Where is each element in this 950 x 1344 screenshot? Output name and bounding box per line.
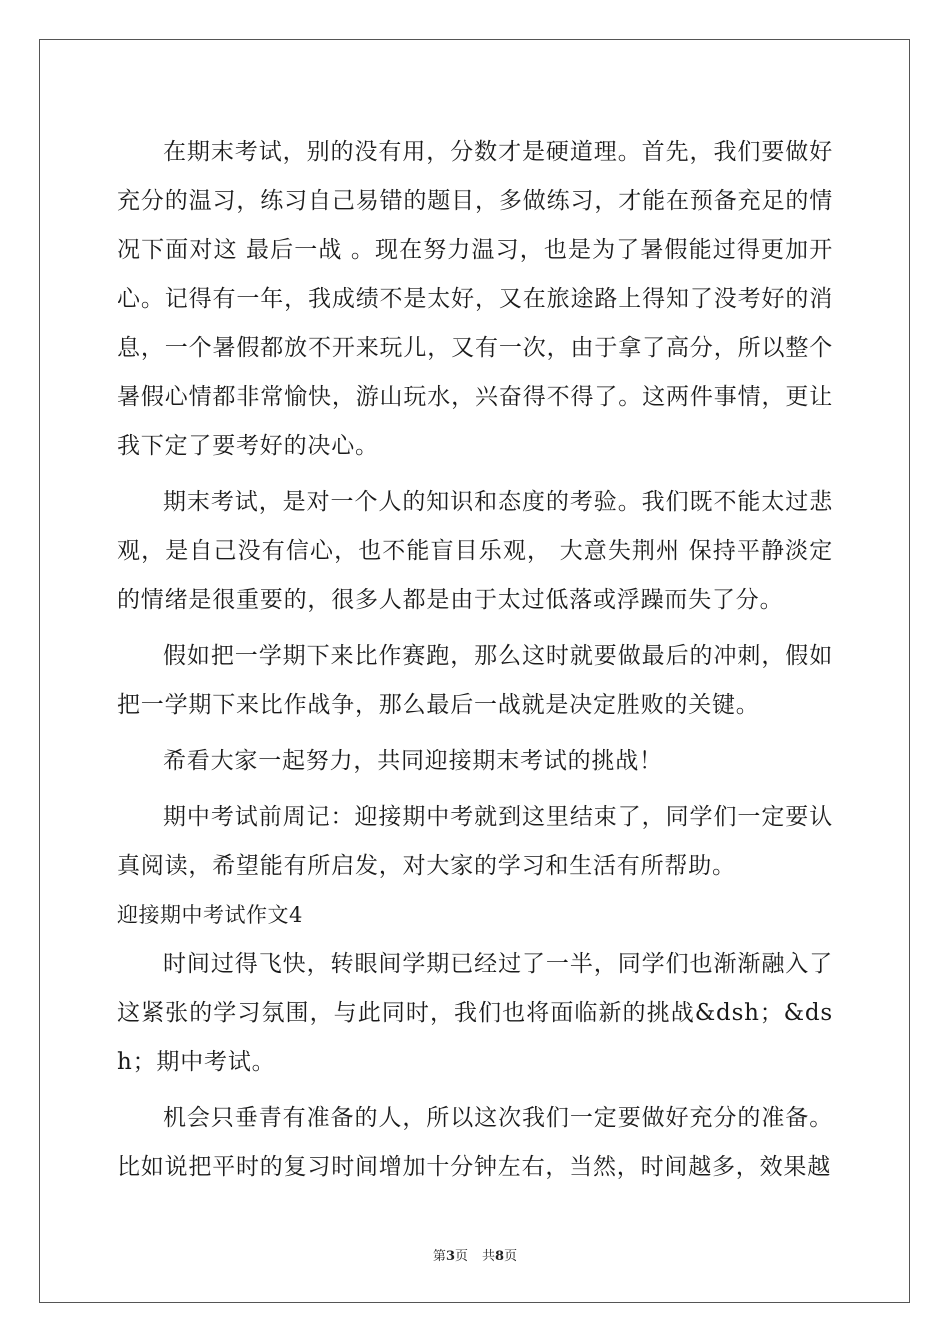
paragraph: 期末考试，是对一个人的知识和态度的考验。我们既不能太过悲观，是自己没有信心，也不能盲目乐观， 大意失荆州 保持平静淡定的情绪是很重要的，很多人都是由于太过低落或浮躁而失了分。 <box>117 489 833 613</box>
total-prefix: 共 <box>482 1249 496 1264</box>
page-number: 3 <box>445 1249 455 1264</box>
paragraph: 假如把一学期下来比作赛跑，那么这时就要做最后的冲刺，假如把一学期下来比作战争，那么最后一战就是决定胜败的关键。 <box>117 643 833 718</box>
page-suffix: 页 <box>454 1249 468 1264</box>
section-heading: 迎接期中考试作文4 <box>117 903 303 927</box>
page-footer <box>0 1245 950 1264</box>
paragraph: 在期末考试，别的没有用，分数才是硬道理。首先，我们要做好充分的温习，练习自己易错的题目，多做练习，才能在预备充足的情况下面对这 最后一战 。现在努力温习，也是为了暑假能过得更加开心。记得有一年，我成绩不是太好，又在旅途路上得知了没考好的消息，一个暑假都放不开来玩儿，又有一次，由于拿了高分，所以整个暑假心情都非常愉快，游山玩水，兴奋得不得了。这两件事情，更让我下定了要考好的决心。 <box>117 139 833 459</box>
paragraph: 希看大家一起努力，共同迎接期末考试的挑战！ <box>163 748 663 774</box>
page-prefix: 第 <box>432 1249 446 1264</box>
total-pages: 8 <box>495 1249 505 1264</box>
paragraph: 期中考试前周记：迎接期中考就到这里结束了，同学们一定要认真阅读，希望能有所启发，对大家的学习和生活有所帮助。 <box>117 804 833 879</box>
paragraph: 机会只垂青有准备的人，所以这次我们一定要做好充分的准备。比如说把平时的复习时间增加十分钟左右，当然，时间越多，效果越 <box>117 1105 833 1180</box>
document-body <box>117 128 833 1192</box>
total-suffix: 页 <box>504 1249 518 1264</box>
paragraph: 时间过得飞快，转眼间学期已经过了一半，同学们也渐渐融入了这紧张的学习氛围，与此同时，我们也将面临新的挑战&dsh；&dsh；期中考试。 <box>117 951 833 1075</box>
